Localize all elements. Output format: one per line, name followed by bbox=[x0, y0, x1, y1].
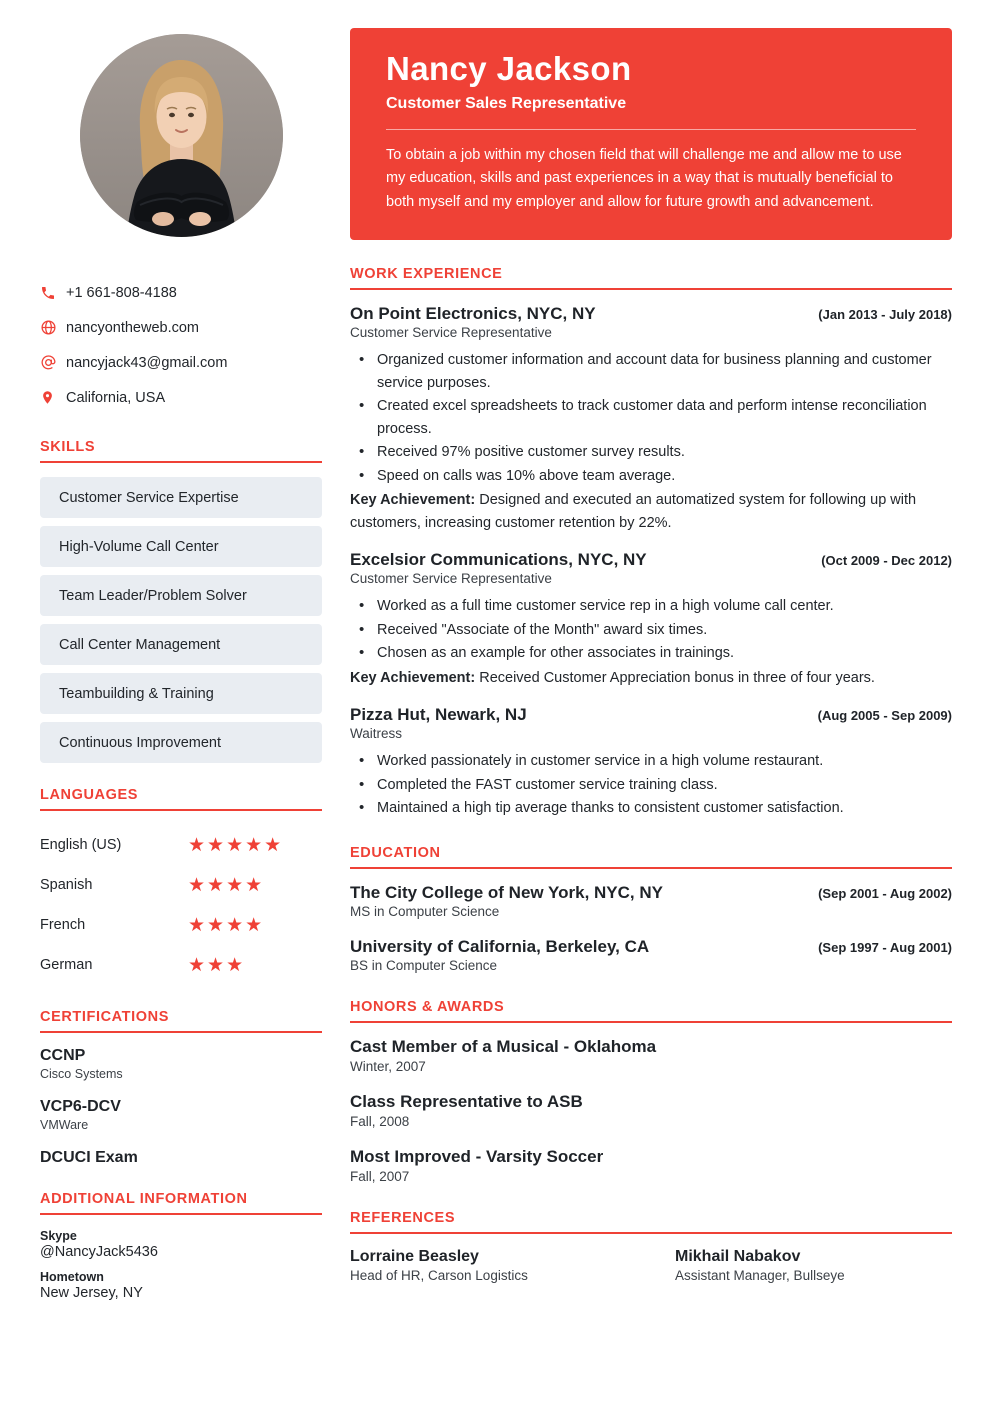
certification-item bbox=[40, 1047, 322, 1081]
work-company: Pizza Hut, Newark, NJ bbox=[350, 705, 527, 725]
work-item bbox=[350, 550, 952, 689]
section-title-skills: SKILLS bbox=[40, 439, 322, 463]
certification-item bbox=[40, 1149, 322, 1167]
reference-role: Assistant Manager, Bullseye bbox=[675, 1268, 845, 1284]
contact-website[interactable] bbox=[40, 310, 322, 345]
section-title-references: REFERENCES bbox=[350, 1210, 952, 1234]
phone-icon bbox=[40, 285, 66, 301]
education-section bbox=[350, 845, 952, 973]
work-experience-section bbox=[350, 266, 952, 819]
references-list bbox=[350, 1248, 952, 1283]
award-date: Fall, 2007 bbox=[350, 1169, 410, 1185]
work-company: On Point Electronics, NYC, NY bbox=[350, 304, 596, 324]
work-key-achievement-text: Designed and executed an automatized system for following up with customers, increasing customer retention by 22%. bbox=[350, 492, 917, 531]
work-bullet: • Created excel spreadsheets to track customer data and perform intense reconciliation process. bbox=[350, 395, 952, 440]
work-key-achievement-label: Key Achievement: bbox=[350, 669, 476, 686]
skill-item: Teambuilding & Training bbox=[40, 673, 322, 714]
work-bullet: • Organized customer information and account data for business planning and customer service purposes. bbox=[350, 349, 952, 394]
header-banner bbox=[350, 28, 952, 240]
language-name: German bbox=[40, 957, 93, 973]
work-bullet: • Received 97% positive customer survey results. bbox=[350, 441, 952, 463]
certification-org: VMWare bbox=[40, 1118, 89, 1132]
globe-icon bbox=[40, 319, 66, 336]
certification-name: CCNP bbox=[40, 1047, 86, 1064]
work-company: Excelsior Communications, NYC, NY bbox=[350, 550, 647, 570]
work-key-achievement-label: Key Achievement: bbox=[350, 492, 476, 509]
additional-label: Skype bbox=[40, 1229, 77, 1243]
certifications-list bbox=[40, 1047, 322, 1167]
contact-location[interactable] bbox=[40, 380, 322, 415]
language-item bbox=[40, 905, 322, 945]
work-bullet: • Chosen as an example for other associates in trainings. bbox=[350, 642, 952, 664]
profile-photo-illustration bbox=[80, 34, 283, 237]
education-degree: BS in Computer Science bbox=[350, 958, 498, 974]
work-item-header bbox=[350, 304, 952, 324]
contact-email[interactable] bbox=[40, 345, 322, 380]
work-bullet: • Worked as a full time customer service rep in a high volume call center. bbox=[350, 595, 952, 617]
section-title-honors-awards: HONORS & AWARDS bbox=[350, 999, 952, 1023]
certification-item bbox=[40, 1098, 322, 1132]
work-bullet: • Maintained a high tip average thanks to consistent customer satisfaction. bbox=[350, 797, 952, 819]
additional-item bbox=[40, 1229, 322, 1260]
work-bullets bbox=[350, 595, 952, 664]
profile-photo bbox=[80, 34, 283, 237]
work-bullet: • Worked passionately in customer service in a high volume restaurant. bbox=[350, 750, 952, 772]
reference-item bbox=[675, 1248, 952, 1283]
certification-org: Cisco Systems bbox=[40, 1067, 123, 1081]
section-title-work-experience: WORK EXPERIENCE bbox=[350, 266, 952, 290]
language-item bbox=[40, 825, 322, 865]
education-dates: (Sep 2001 - Aug 2002) bbox=[818, 886, 952, 902]
contact-phone-value: +1 661-808-4188 bbox=[66, 284, 177, 301]
section-title-certifications: CERTIFICATIONS bbox=[40, 1009, 322, 1033]
additional-information-list bbox=[40, 1229, 322, 1301]
honors-awards-section bbox=[350, 999, 952, 1184]
contact-list bbox=[40, 275, 322, 415]
additional-value: New Jersey, NY bbox=[40, 1285, 143, 1301]
work-role: Waitress bbox=[350, 726, 403, 742]
skill-item: High-Volume Call Center bbox=[40, 526, 322, 567]
location-pin-icon bbox=[40, 389, 66, 406]
skill-item: Customer Service Expertise bbox=[40, 477, 322, 518]
work-bullets bbox=[350, 349, 952, 487]
language-name: Spanish bbox=[40, 877, 93, 893]
education-item bbox=[350, 883, 952, 919]
work-dates: (Jan 2013 - July 2018) bbox=[818, 307, 952, 323]
award-item bbox=[350, 1037, 952, 1074]
award-title: Class Representative to ASB bbox=[350, 1092, 583, 1112]
sidebar bbox=[40, 28, 332, 1404]
work-dates: (Oct 2009 - Dec 2012) bbox=[821, 553, 952, 569]
work-bullets bbox=[350, 750, 952, 819]
section-title-education: EDUCATION bbox=[350, 845, 952, 869]
job-title-subtitle: Customer Sales Representative bbox=[386, 95, 627, 112]
skill-item: Call Center Management bbox=[40, 624, 322, 665]
avatar bbox=[40, 34, 322, 237]
education-dates: (Sep 1997 - Aug 2001) bbox=[818, 940, 952, 956]
reference-name: Mikhail Nabakov bbox=[675, 1248, 801, 1266]
work-bullet: • Received "Associate of the Month" award six times. bbox=[350, 619, 952, 641]
award-title: Cast Member of a Musical - Oklahoma bbox=[350, 1037, 657, 1057]
work-item bbox=[350, 304, 952, 534]
education-school: The City College of New York, NYC, NY bbox=[350, 883, 663, 903]
reference-role: Head of HR, Carson Logistics bbox=[350, 1268, 528, 1284]
page-title: Nancy Jackson bbox=[386, 50, 632, 87]
contact-phone[interactable] bbox=[40, 275, 322, 310]
language-item bbox=[40, 945, 322, 985]
contact-location-value: California, USA bbox=[66, 389, 166, 406]
award-date: Fall, 2008 bbox=[350, 1114, 410, 1130]
work-bullet: • Completed the FAST customer service training class. bbox=[350, 774, 952, 796]
work-role: Customer Service Representative bbox=[350, 325, 552, 341]
education-item bbox=[350, 937, 952, 973]
work-bullet: • Speed on calls was 10% above team average. bbox=[350, 465, 952, 487]
education-item-header bbox=[350, 883, 952, 903]
skills-list bbox=[40, 477, 322, 763]
section-title-languages: LANGUAGES bbox=[40, 787, 322, 811]
language-rating-stars: ★★★ bbox=[188, 954, 246, 976]
skill-item: Team Leader/Problem Solver bbox=[40, 575, 322, 616]
certification-name: DCUCI Exam bbox=[40, 1149, 138, 1166]
contact-website-value: nancyontheweb.com bbox=[66, 319, 199, 336]
reference-item bbox=[350, 1248, 627, 1283]
award-item bbox=[350, 1147, 952, 1184]
additional-label: Hometown bbox=[40, 1270, 104, 1284]
work-key-achievement-text: Received Customer Appreciation bonus in three of four years. bbox=[475, 669, 875, 686]
certification-name: VCP6-DCV bbox=[40, 1098, 121, 1115]
references-section bbox=[350, 1210, 952, 1283]
language-rating-stars: ★★★★★ bbox=[188, 834, 284, 856]
language-name: English (US) bbox=[40, 837, 122, 853]
additional-item bbox=[40, 1270, 322, 1301]
work-item bbox=[350, 705, 952, 819]
additional-value: @NancyJack5436 bbox=[40, 1244, 158, 1260]
language-name: French bbox=[40, 917, 86, 933]
education-school: University of California, Berkeley, CA bbox=[350, 937, 650, 957]
main-content bbox=[332, 28, 952, 1404]
language-item bbox=[40, 865, 322, 905]
work-item-header bbox=[350, 705, 952, 725]
education-item-header bbox=[350, 937, 952, 957]
award-title: Most Improved - Varsity Soccer bbox=[350, 1147, 604, 1167]
languages-list bbox=[40, 825, 322, 985]
work-dates: (Aug 2005 - Sep 2009) bbox=[817, 708, 952, 724]
work-key-achievement bbox=[350, 489, 952, 534]
language-rating-stars: ★★★★ bbox=[188, 874, 265, 896]
reference-name: Lorraine Beasley bbox=[350, 1248, 479, 1266]
at-icon bbox=[40, 354, 66, 371]
profile-summary: To obtain a job within my chosen field that will challenge me and allow me to use my education, skills and past experiences in a way that is mutually beneficial to both myself and my employer and allow for future growth and advancement. bbox=[386, 147, 902, 210]
education-degree: MS in Computer Science bbox=[350, 904, 500, 920]
contact-email-value: nancyjack43@gmail.com bbox=[66, 354, 228, 371]
language-rating-stars: ★★★★ bbox=[188, 914, 265, 936]
banner-divider bbox=[386, 129, 916, 130]
work-key-achievement bbox=[350, 667, 952, 689]
work-item-header bbox=[350, 550, 952, 570]
work-role: Customer Service Representative bbox=[350, 571, 552, 587]
award-date: Winter, 2007 bbox=[350, 1059, 426, 1075]
skill-item: Continuous Improvement bbox=[40, 722, 322, 763]
award-item bbox=[350, 1092, 952, 1129]
section-title-additional-information: ADDITIONAL INFORMATION bbox=[40, 1191, 322, 1215]
